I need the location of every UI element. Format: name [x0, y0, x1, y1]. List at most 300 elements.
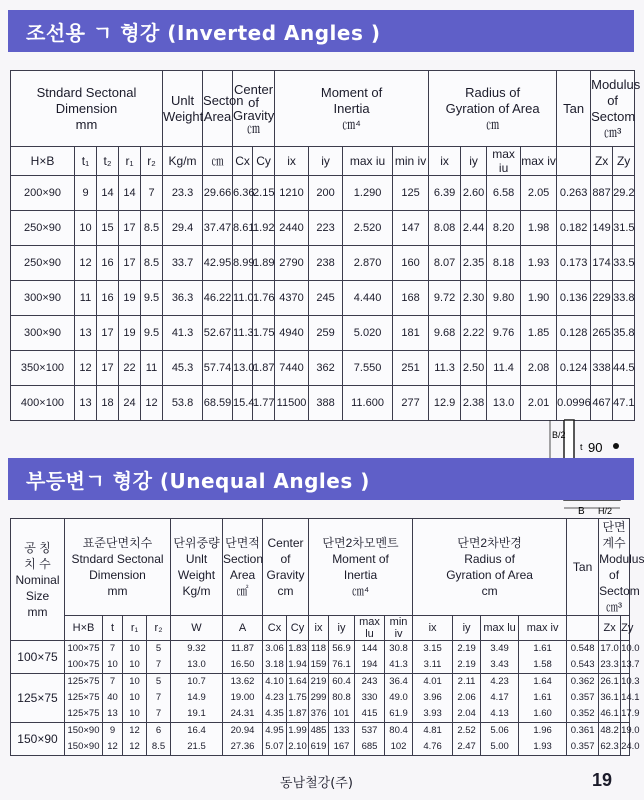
- cell-value: 619: [310, 741, 327, 752]
- cell-value: 415: [361, 708, 378, 719]
- t2-header-row: [11, 519, 630, 616]
- table-row-group: [11, 723, 630, 756]
- cell-value: 13.7: [621, 659, 640, 670]
- cell-value: 194: [361, 659, 378, 670]
- cell-value: 8.5: [151, 741, 166, 752]
- t2-symbol-cell: r₂: [147, 616, 171, 641]
- table-cell: 4940: [275, 316, 309, 351]
- cell-value: 0.548: [570, 643, 595, 654]
- t1-header-center: Center of Gravity ㎝: [233, 71, 275, 147]
- table-cell: 35.8: [613, 316, 635, 351]
- table-cell: 338: [591, 351, 613, 386]
- cell-value: 40: [107, 692, 118, 703]
- t2-symbol-cell: Cx: [263, 616, 287, 641]
- cell-value: 159: [310, 659, 327, 670]
- t2-symbol-cell: Zy: [621, 616, 630, 641]
- table-cell: [355, 723, 385, 756]
- cell-value: 2.19: [457, 659, 476, 670]
- table-cell: 1210: [275, 176, 309, 211]
- table-cell: [103, 641, 123, 674]
- cell-value: 10: [107, 659, 118, 670]
- table-cell: 200: [309, 176, 343, 211]
- table-cell: 17: [119, 246, 141, 281]
- cell-value: 2.10: [288, 741, 307, 752]
- table-cell: 17: [97, 351, 119, 386]
- cell-value: 0.357: [570, 741, 595, 752]
- cell-value: 14.1: [621, 692, 640, 703]
- t1-header-row: [11, 71, 635, 147]
- t1-symbol-cell: r₁: [119, 147, 141, 176]
- cell-value: 17.9: [621, 708, 640, 719]
- cell-value: 2.52: [457, 725, 476, 736]
- table-cell: 2.870: [343, 246, 393, 281]
- section1-title: 조선용 ㄱ 형강 (Inverted Angles ): [26, 20, 381, 45]
- cell-value: 36.1: [600, 692, 619, 703]
- cell-value: 19.1: [187, 708, 206, 719]
- t1-symbol-cell: Cy: [253, 147, 275, 176]
- t2-header-modulus: 단면계수 Modulus of Sectom ㎝³: [599, 520, 644, 614]
- cell-value: 243: [361, 676, 378, 687]
- t2-symbol-cell: iy: [329, 616, 355, 641]
- table-cell: 12: [75, 351, 97, 386]
- t2-header-section-area: 단면적 Section Area ㎠: [223, 519, 263, 616]
- table-row: [11, 351, 635, 386]
- table-cell: 42.95: [203, 246, 233, 281]
- t1-symbol-cell: Zx: [591, 147, 613, 176]
- cell-value: 1.61: [533, 692, 552, 703]
- table-cell: 174: [591, 246, 613, 281]
- table-cell: 23.3: [163, 176, 203, 211]
- table-cell: [385, 674, 413, 723]
- table-cell: 2.01: [521, 386, 557, 421]
- cell-value: 10.3: [621, 676, 640, 687]
- table-cell: 181: [393, 316, 429, 351]
- table-cell: 9.68: [429, 316, 461, 351]
- cell-value: 4.13: [490, 708, 509, 719]
- cell-value: 3.18: [265, 659, 284, 670]
- table-cell: 33.7: [163, 246, 203, 281]
- t1-symbol-cell: max iv: [521, 147, 557, 176]
- table-cell: 19: [119, 316, 141, 351]
- cell-value: 1.87: [288, 708, 307, 719]
- table-cell: 7: [141, 176, 163, 211]
- cell-value: 4.17: [490, 692, 509, 703]
- cell-value: 100×75: [67, 659, 100, 670]
- cell-value: 2.04: [457, 708, 476, 719]
- cell-value: 16.4: [187, 725, 206, 736]
- cell-value: 167: [333, 741, 350, 752]
- table-cell: 9.5: [141, 316, 163, 351]
- table-cell: [123, 723, 147, 756]
- table-cell: 6.58: [487, 176, 521, 211]
- table-row: [11, 246, 635, 281]
- t2-symbol-cell: Zx: [599, 616, 621, 641]
- table-cell: 2.50: [461, 351, 487, 386]
- table-cell: 8.20: [487, 211, 521, 246]
- table-cell: 13.0: [487, 386, 521, 421]
- t1-symbol-cell: max iu: [343, 147, 393, 176]
- table-cell: 2440: [275, 211, 309, 246]
- table-cell: 1.93: [521, 246, 557, 281]
- cell-value: 19.0: [621, 725, 640, 736]
- table-cell: 2.08: [521, 351, 557, 386]
- t2-symbol-cell: ix: [413, 616, 453, 641]
- table-cell: 18: [97, 386, 119, 421]
- cell-value: 27.36: [230, 741, 255, 752]
- cell-value: 101: [333, 708, 350, 719]
- table-cell: 16: [97, 281, 119, 316]
- cell-value: 62.3: [600, 741, 619, 752]
- table-cell: 265: [591, 316, 613, 351]
- t1-header-radius: Radius of Gyration of Area ㎝: [429, 71, 557, 147]
- table-cell: 11500: [275, 386, 309, 421]
- t1-header-modulus: Modulus of Sectom ㎝³: [591, 71, 635, 147]
- cell-value: 330: [361, 692, 378, 703]
- t2-header-unit-weight: 단위중량 Unlt Weight Kg/m: [171, 519, 223, 616]
- t2-header-dimension: 표준단면치수 Stndard Sectonal Dimension mm: [65, 519, 171, 616]
- cell-value: 10: [129, 659, 140, 670]
- t2-symbol-cell: [567, 616, 599, 641]
- cell-value: 10: [129, 708, 140, 719]
- table-cell: 11.600: [343, 386, 393, 421]
- cell-value: 2.11: [457, 676, 476, 687]
- table-cell: 8.99: [233, 246, 253, 281]
- table-cell: [223, 723, 263, 756]
- table-cell: 350×100: [11, 351, 75, 386]
- table-cell: 8.5: [141, 246, 163, 281]
- table-row: [11, 176, 635, 211]
- table-cell: 2.22: [461, 316, 487, 351]
- t2-symbol-cell: max lu: [355, 616, 385, 641]
- t1-symbol-cell: ix: [429, 147, 461, 176]
- table-cell: [413, 723, 453, 756]
- cell-value: 9.32: [187, 643, 206, 654]
- cell-value: 1.60: [533, 708, 552, 719]
- cell-value: 3.49: [490, 643, 509, 654]
- t1-symbol-cell: Kg/m: [163, 147, 203, 176]
- table-cell: 10: [75, 211, 97, 246]
- table-cell: 6.39: [429, 176, 461, 211]
- nominal-size-cell: 125×75: [11, 674, 65, 723]
- table-cell: 2.30: [461, 281, 487, 316]
- cell-value: 10: [129, 692, 140, 703]
- t1-symbol-cell: Zy: [613, 147, 635, 176]
- table-cell: [519, 674, 567, 723]
- table-cell: 388: [309, 386, 343, 421]
- t1-symbol-cell: r₂: [141, 147, 163, 176]
- table-cell: 4.440: [343, 281, 393, 316]
- table-cell: [147, 723, 171, 756]
- table-cell: 0.182: [557, 211, 591, 246]
- table-cell: [519, 641, 567, 674]
- t1-symbol-cell: iy: [461, 147, 487, 176]
- t1-symbol-cell: max iu: [487, 147, 521, 176]
- cell-value: 13.0: [187, 659, 206, 670]
- t2-header-tan: Tan: [567, 519, 599, 616]
- table-cell: 250×90: [11, 211, 75, 246]
- cell-value: 125×75: [67, 692, 100, 703]
- cell-value: 1.83: [288, 643, 307, 654]
- table-cell: 277: [393, 386, 429, 421]
- table-cell: 12.9: [429, 386, 461, 421]
- table-cell: 36.3: [163, 281, 203, 316]
- cell-value: 13: [107, 708, 118, 719]
- cell-value: 144: [361, 643, 378, 654]
- table-cell: 125: [393, 176, 429, 211]
- table-cell: 17: [97, 316, 119, 351]
- table-cell: [171, 723, 223, 756]
- table-cell: 29.66: [203, 176, 233, 211]
- table-cell: [481, 723, 519, 756]
- table-cell: 2.60: [461, 176, 487, 211]
- t2-header-nominal: 공 칭 치 수 Nominal Size mm: [11, 519, 65, 641]
- table-cell: 2.44: [461, 211, 487, 246]
- table-row-group: [11, 674, 630, 723]
- table-cell: 149: [591, 211, 613, 246]
- cell-value: 3.15: [423, 643, 442, 654]
- cell-value: 7: [155, 692, 162, 703]
- cell-value: 36.4: [389, 676, 408, 687]
- footer-page-number: 19: [592, 770, 613, 790]
- table-cell: 5.020: [343, 316, 393, 351]
- cell-value: 80.8: [332, 692, 351, 703]
- t1-symbol-cell: ix: [275, 147, 309, 176]
- table-cell: 229: [591, 281, 613, 316]
- table-cell: 1.76: [253, 281, 275, 316]
- cell-value: 4.95: [265, 725, 284, 736]
- table-cell: 238: [309, 246, 343, 281]
- table-cell: [309, 723, 329, 756]
- table-cell: 0.263: [557, 176, 591, 211]
- table-cell: 46.22: [203, 281, 233, 316]
- t1-body: [11, 176, 635, 421]
- table-cell: 53.8: [163, 386, 203, 421]
- section2-title-banner: [8, 458, 634, 500]
- table-cell: [567, 674, 599, 723]
- table-cell: [329, 674, 355, 723]
- table-cell: 300×90: [11, 281, 75, 316]
- cell-value: 1.64: [533, 676, 552, 687]
- cell-value: 10: [129, 643, 140, 654]
- table-cell: 300×90: [11, 316, 75, 351]
- cell-value: 7: [109, 676, 116, 687]
- cell-value: 5.06: [490, 725, 509, 736]
- cell-value: 3.43: [490, 659, 509, 670]
- cell-value: 2.19: [457, 643, 476, 654]
- inverted-angles-table: [10, 70, 641, 421]
- table-cell: [123, 641, 147, 674]
- table-cell: [263, 674, 287, 723]
- table-cell: 887: [591, 176, 613, 211]
- table-row: [11, 316, 635, 351]
- t1-symbol-cell: min iv: [393, 147, 429, 176]
- table-cell: 362: [309, 351, 343, 386]
- table-cell: [621, 674, 640, 723]
- table-cell: 8.5: [141, 211, 163, 246]
- t1-symbol-cell: t₁: [75, 147, 97, 176]
- table-cell: 9: [75, 176, 97, 211]
- table-cell: 13.0: [233, 351, 253, 386]
- table-cell: 259: [309, 316, 343, 351]
- table-cell: 29.2: [613, 176, 635, 211]
- table-cell: 245: [309, 281, 343, 316]
- t1-symbol-cell: Cx: [233, 147, 253, 176]
- cell-value: 21.5: [187, 741, 206, 752]
- cell-value: 485: [310, 725, 327, 736]
- table-cell: 147: [393, 211, 429, 246]
- cell-value: 1.93: [533, 741, 552, 752]
- table-cell: 15.4: [233, 386, 253, 421]
- table-cell: 9.76: [487, 316, 521, 351]
- t2-symbol-cell: max lu: [481, 616, 519, 641]
- table-row: [11, 281, 635, 316]
- cell-value: 6: [155, 725, 162, 736]
- table-cell: [385, 641, 413, 674]
- table-cell: [287, 723, 309, 756]
- table-cell: 168: [393, 281, 429, 316]
- table-cell: [413, 674, 453, 723]
- cell-value: 102: [390, 741, 407, 752]
- table-cell: [413, 641, 453, 674]
- table-cell: 12: [75, 246, 97, 281]
- cell-value: 1.94: [288, 659, 307, 670]
- table-cell: [481, 641, 519, 674]
- table-cell: 2.520: [343, 211, 393, 246]
- cell-value: 7: [155, 659, 162, 670]
- cell-value: 0.352: [570, 708, 595, 719]
- nominal-size-cell: 150×90: [11, 723, 65, 756]
- table-cell: [171, 641, 223, 674]
- table-cell: 467: [591, 386, 613, 421]
- cell-value: 1.58: [533, 659, 552, 670]
- cell-value: 61.9: [389, 708, 408, 719]
- table-cell: 9.5: [141, 281, 163, 316]
- cell-value: 100×75: [67, 643, 100, 654]
- cell-value: 41.3: [389, 659, 408, 670]
- table-cell: [287, 674, 309, 723]
- t2-symbol-cell: max iv: [519, 616, 567, 641]
- t1-header-dimension: Stndard Sectonal Dimension mm: [11, 71, 163, 147]
- footer-company: 동남철강(주): [280, 776, 353, 791]
- cell-value: 150×90: [67, 725, 100, 736]
- table-cell: 8.61: [233, 211, 253, 246]
- t1-header-unit-weight: Unlt Weight: [163, 71, 203, 147]
- table-cell: [481, 674, 519, 723]
- t2-symbol-cell: min iv: [385, 616, 413, 641]
- cell-value: 26.1: [600, 676, 619, 687]
- table-cell: 15: [97, 211, 119, 246]
- section1-title-banner: [8, 10, 634, 52]
- table-cell: 9.80: [487, 281, 521, 316]
- table-cell: [355, 641, 385, 674]
- table-cell: 250×90: [11, 246, 75, 281]
- table-cell: [287, 641, 309, 674]
- cell-value: 48.2: [600, 725, 619, 736]
- table-cell: 8.07: [429, 246, 461, 281]
- cell-value: 3.93: [423, 708, 442, 719]
- t2-symbol-cell: t: [103, 616, 123, 641]
- cell-value: 1.96: [533, 725, 552, 736]
- cell-value: 4.01: [423, 676, 442, 687]
- label-h-half: H/2: [598, 506, 613, 516]
- table-cell: 52.67: [203, 316, 233, 351]
- table-cell: [567, 641, 599, 674]
- cell-value: 4.23: [265, 692, 284, 703]
- table-cell: [65, 723, 103, 756]
- cell-value: 9: [109, 725, 116, 736]
- t1-symbol-cell: ㎝: [203, 147, 233, 176]
- label-90: 90: [588, 440, 603, 455]
- table-cell: [567, 723, 599, 756]
- cell-value: 24.31: [230, 708, 255, 719]
- table-cell: 17: [119, 211, 141, 246]
- table-cell: [599, 674, 621, 723]
- table-cell: [223, 674, 263, 723]
- table-cell: 44.5: [613, 351, 635, 386]
- table-cell: [123, 674, 147, 723]
- cell-value: 3.11: [423, 659, 442, 670]
- table-cell: 2.15: [253, 176, 275, 211]
- cell-value: 685: [361, 741, 378, 752]
- cell-value: 13.62: [230, 676, 255, 687]
- cell-value: 12: [129, 725, 140, 736]
- table-cell: 47.1: [613, 386, 635, 421]
- table-cell: 41.3: [163, 316, 203, 351]
- table-cell: 13: [75, 386, 97, 421]
- cell-value: 7: [155, 708, 162, 719]
- cell-value: 3.96: [423, 692, 442, 703]
- table-cell: [263, 641, 287, 674]
- table-cell: [519, 723, 567, 756]
- table-cell: [65, 674, 103, 723]
- t1-header-tan: Tan: [557, 71, 591, 147]
- cell-value: 49.0: [389, 692, 408, 703]
- cell-value: 20.94: [230, 725, 255, 736]
- cell-value: 150×90: [67, 741, 100, 752]
- table-cell: [171, 674, 223, 723]
- table-cell: 11.4: [487, 351, 521, 386]
- label-b: B: [578, 506, 585, 517]
- table-cell: 31.5: [613, 211, 635, 246]
- table-cell: 1.77: [253, 386, 275, 421]
- table-cell: 0.173: [557, 246, 591, 281]
- cell-value: 2.06: [457, 692, 476, 703]
- t2-symbol-cell: Cy: [287, 616, 309, 641]
- cell-value: 16.50: [230, 659, 255, 670]
- table-cell: 4370: [275, 281, 309, 316]
- cell-value: 0.357: [570, 692, 595, 703]
- table-cell: 37.47: [203, 211, 233, 246]
- table-cell: 6.36: [233, 176, 253, 211]
- table-cell: 1.89: [253, 246, 275, 281]
- table-cell: 1.75: [253, 316, 275, 351]
- table-cell: 1.87: [253, 351, 275, 386]
- cell-value: 19.00: [230, 692, 255, 703]
- cell-value: 10: [129, 676, 140, 687]
- cell-value: 4.76: [423, 741, 442, 752]
- cell-value: 10.7: [187, 676, 206, 687]
- cell-value: 4.23: [490, 676, 509, 687]
- t1-header-section-area: Secton Area: [203, 71, 233, 147]
- table-cell: 19: [119, 281, 141, 316]
- table-cell: 1.90: [521, 281, 557, 316]
- table-cell: 33.5: [613, 246, 635, 281]
- table-cell: 12: [141, 386, 163, 421]
- table-cell: [329, 641, 355, 674]
- table-row: [11, 211, 635, 246]
- table-cell: 8.18: [487, 246, 521, 281]
- cell-value: 4.81: [423, 725, 442, 736]
